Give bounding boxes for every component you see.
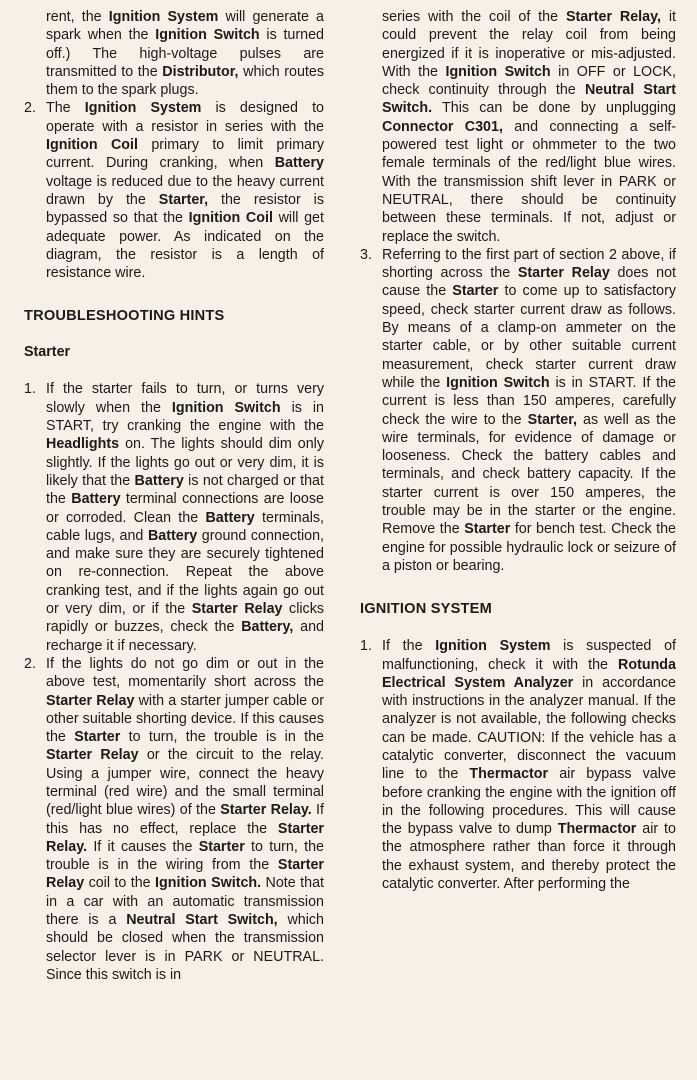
bold-term: Starter Relay, [565,9,661,25]
bold-term: Headlights [46,436,120,453]
bold-term: Ignition Switch [445,63,551,80]
bold-term: Starter Relay. [46,820,324,855]
list-item-text: The Ignition System is designed to operate with a resistor in series with the Ignition Coil primary to limit primary current. During cranking, when Battery voltage is reduced due to the heavy current drawn by the Starter, the resistor is bypassed so that the Ignition Coil will get adequate power. As indicated on the diagram, the resistor is a length of resistance wire. [46,100,324,282]
bold-term: Battery [71,491,121,508]
bold-term: Starter Relay. [220,802,312,819]
bold-term: Starter [74,729,121,746]
bold-term: Ignition System [435,638,551,655]
bold-term: Starter Relay [191,601,283,618]
list-item-1-starter [24,380,324,654]
bold-term: Starter [198,838,245,855]
bold-term: Thermactor [557,821,637,838]
bold-term: Ignition Coil [46,137,138,154]
bold-term: Battery [147,527,198,544]
bold-term: Battery [274,155,324,172]
bold-term: Starter [452,283,499,300]
list-number: 2. [24,100,36,117]
bold-term: Thermactor [469,766,549,783]
list-item-2-starter-relay [24,655,324,984]
list-number: 3. [360,246,372,263]
bold-term: Connector C301, [382,118,503,135]
bold-term: Neutral Start Switch. [382,82,676,117]
list-item-2-ignition-resistor [24,99,324,282]
right-column [360,8,676,893]
list-number: 1. [360,638,372,655]
list-item-3-current-draw [360,246,676,575]
bold-term: Starter Relay [46,747,139,764]
bold-term: Ignition Switch [155,27,260,44]
list-item-text: If the Ignition System is suspected of malfunctioning, check it with the Rotunda Electrical System Analyzer in accordance with instructions in the analyzer manual. If the analyzer is not available, the following checks can be made. CAUTION: If the vehicle has a catalytic converter, disconnect the vacuum line to the Thermactor air bypass valve before cranking the engine with the ignition off in the following procedures. This will cause the bypass valve to dump Thermactor air to the atmosphere rather than force it through the exhaust system, and thereby protect the catalytic converter. After performing the [382,638,676,893]
list-item-text: If the starter fails to turn, or turns very slowly when the Ignition Switch is in START, try cranking the engine with the Headlights on. The lights should dim only slightly. If the lights go out or very dim, it is likely that the Battery is not charged or that the Battery terminal connections are loose or corroded. Clean the Battery terminals, cable lugs, and Battery ground connection, and make sure they are securely tightened on re-connection. Repeat the above cranking test, and if the lights again go out or very dim, or if the Starter Relay clicks rapidly or buzzes, check the Battery, and recharge it if necessary. [46,381,325,654]
bold-term: Starter, [158,191,209,208]
list-item-text: Referring to the first part of section 2 above, if shorting across the Starter Relay does not cause the Starter to come up to satisfactory speed, check starter current draw as follows. By means of a clamp-on ammeter on the starter cable, or by other suitable current measurement, check starter current draw while the Ignition Switch is in START. If the current is less than 150 amperes, carefully check the wire to the Starter, as well as the wire terminals, for evidence of damage or looseness. Check the battery cables and terminals, and check battery capacity. If the starter current is over 150 amperes, the trouble may be in the starter or the engine. Remove the Starter for bench test. Check the engine for possible hydraulic lock or seizure of a piston or bearing. [382,246,676,574]
bold-term: Battery, [241,619,294,636]
bold-term: Battery [205,509,255,526]
bold-term: Ignition System [108,9,219,25]
paragraph-continued: rent, the Ignition System will generate a spark when the Ignition Switch is turned off.) The high-voltage pulses are transmitted to the Distributor, which routes them to the spark plugs. [46,9,325,99]
list-number: 2. [24,655,36,672]
bold-term: Starter Relay [46,857,324,892]
section-heading-troubleshooting: TROUBLESHOOTING HINTS [24,308,225,325]
bold-term: Rotunda Electrical System Analyzer [382,656,676,691]
bold-term: Distributor, [162,63,239,80]
bold-term: Ignition Coil [188,210,273,227]
subheading-starter: Starter [24,344,71,361]
list-number: 1. [24,381,36,398]
section-heading-ignition-system: IGNITION SYSTEM [360,601,492,618]
bold-term: Starter Relay [517,265,610,282]
bold-term: Starter, [527,411,577,428]
paragraph-continued: series with the coil of the Starter Relay, it could prevent the relay coil from being energized if it is inoperative or mis-adjusted. With the Ignition Switch in OFF or LOCK, check continuity through the Neutral Start Switch. This can be done by unplugging Connector C301, and connecting a self-powered test light or ohmmeter to the two female terminals of the red/light blue wires. With the transmission shift lever in PARK or NEUTRAL, there should be continuity between these terminals. If not, adjust or replace the switch. [382,9,677,245]
bold-term: Ignition Switch [171,399,281,416]
bold-term: Starter [464,521,511,538]
bold-term: Ignition Switch. [155,875,262,892]
list-item-1-ignition-check [360,637,676,893]
bold-term: Starter Relay [46,692,135,709]
bold-term: Ignition System [84,100,202,117]
bold-term: Ignition Switch [446,374,550,391]
left-column [24,8,324,984]
list-item-text: If the lights do not go dim or out in the above test, momentarily short across the Starter Relay with a starter jumper cable or other suitable shorting device. If this causes the Starter to turn, the trouble is in the Starter Relay or the circuit to the relay. Using a jumper wire, connect the heavy terminal (red wire) and the small terminal (red/light blue wires) of the Starter Relay. If this has no effect, replace the Starter Relay. If it causes the Starter to turn, the trouble is in the wiring from the Starter Relay coil to the Ignition Switch. Note that in a car with an automatic transmission there is a Neutral Start Switch, which should be closed when the transmission selector lever is in PARK or NEUTRAL. Since this switch is in [46,655,325,983]
bold-term: Neutral Start Switch, [126,912,278,929]
bold-term: Battery [134,472,184,489]
